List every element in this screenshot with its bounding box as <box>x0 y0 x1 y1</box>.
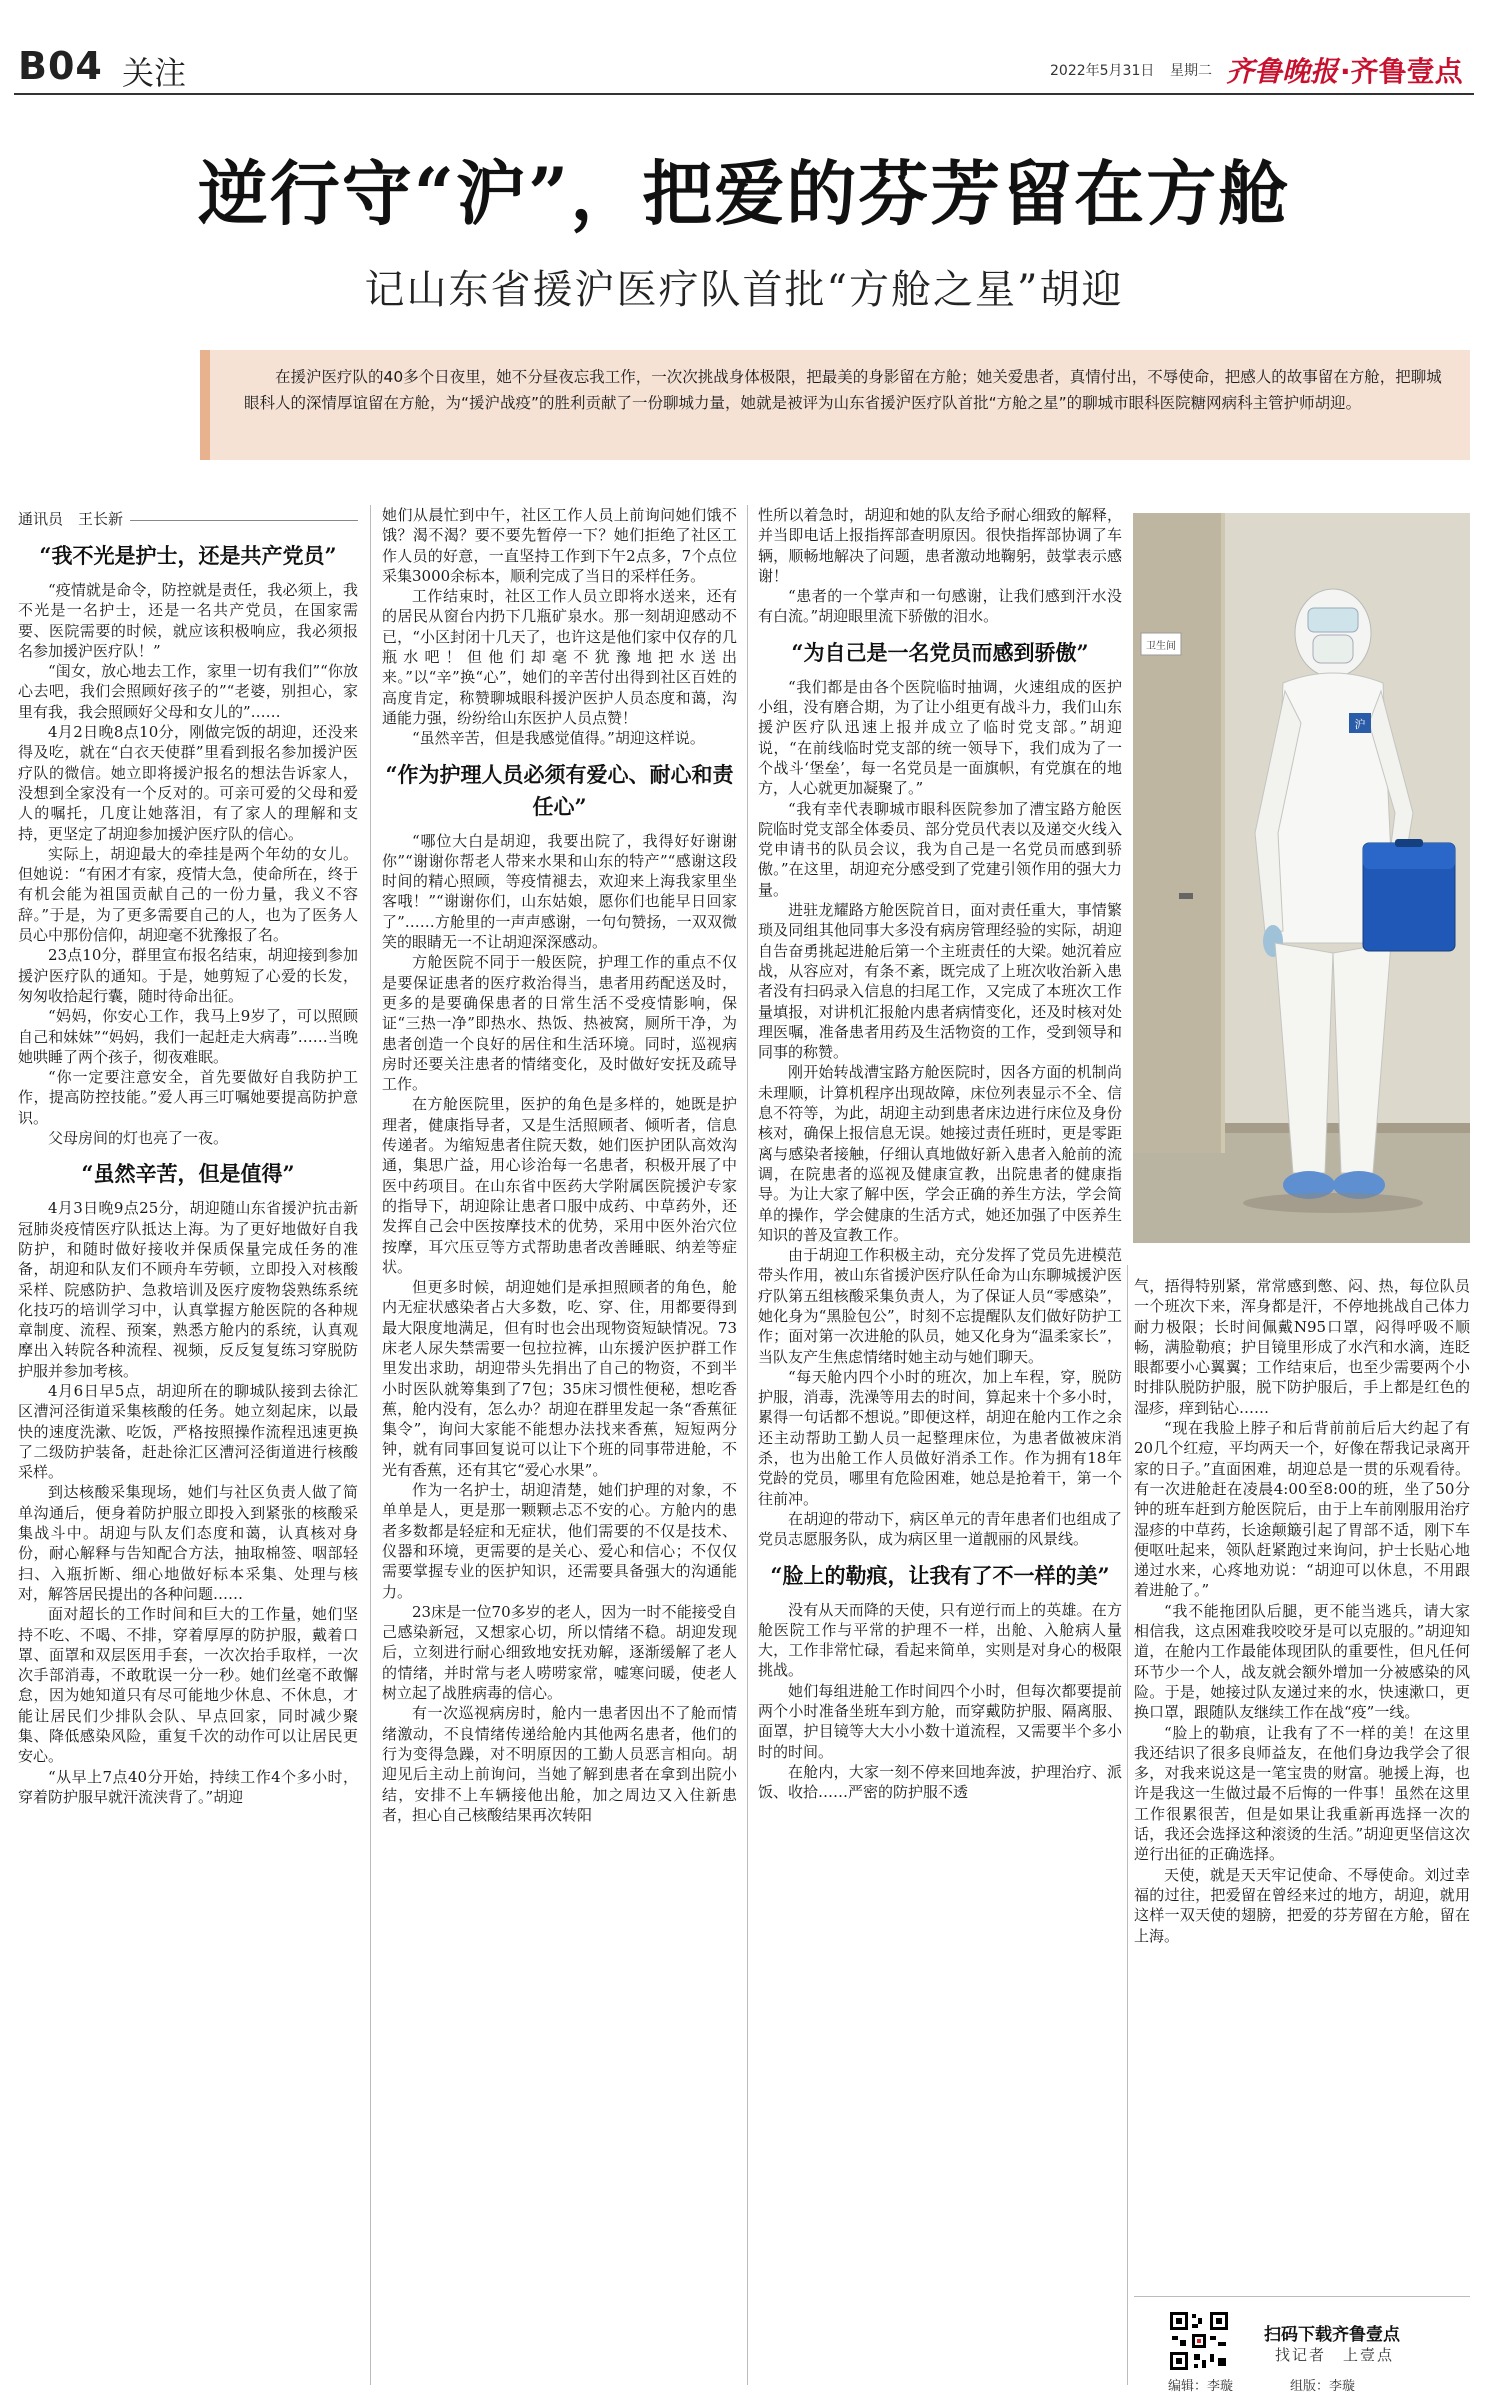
section-heading: “脸上的勒痕，让我有了不一样的美” <box>770 1562 1110 1588</box>
paragraph: 气，捂得特别紧，常常感到憋、闷、热，每位队员一个班次下来，浑身都是汗，不停地挑战自己体力耐力极限；长时间佩戴N95口罩，闷得呼吸不顺畅，满脸勒痕；护目镜里形成了水汽和水滴，连眨眼都要小心翼翼；工作结束后，也至少需要两个小时排队脱防护服，脱下防护服后，手上都是红色的湿疹，痒到钻心…… <box>1134 1277 1470 1417</box>
qr-code-icon[interactable] <box>1168 2310 1230 2372</box>
byline-rule <box>130 520 358 521</box>
column-divider <box>1127 1265 1128 2385</box>
layout-credit: 组版：李璇 <box>1290 2379 1356 2394</box>
section-name: 关注 <box>122 54 187 92</box>
paragraph: 实际上，胡迎最大的牵挂是两个年幼的女儿。但她说：“有困才有家，疫情大急，使命所在，终于有机会能为祖国贡献自己的一份力量，我义不容辞。”于是，为了更多需要自己的人，也为了医务人员心中那份信仰，胡迎毫不犹豫报了名。 <box>18 844 358 945</box>
paragraph: 工作结束时，社区工作人员立即将水送来，还有的居民从窗台内扔下几瓶矿泉水。那一刻胡迎感动不已，“小区封闭十几天了，也许这是他们家中仅存的几瓶水吧！但他们却毫不犹豫地把水送出来。”以“辛”换“心”，她们的辛苦付出得到社区百姓的高度肯定，称赞聊城眼科援沪医护人员态度和蔼，沟通能力强，纷纷给山东医护人员点赞！ <box>382 587 737 727</box>
paragraph: 在舱内，大家一刻不停来回地奔波，护理治疗、派饭、收拾……严密的防护服不透 <box>758 1762 1122 1802</box>
paragraph: “从早上7点40分开始，持续工作4个多小时，穿着防护服早就汗流浃背了。”胡迎 <box>18 1767 358 1806</box>
paragraph: 她们每组进舱工作时间四个小时，但每次都要提前两个小时准备坐班车到方舱，而穿戴防护服、隔离服、面罩，护目镜等大大小小数十道流程，又需要半个多小时的时间。 <box>758 1681 1122 1761</box>
paragraph: 4月3日晚9点25分，胡迎随山东省援沪抗击新冠肺炎疫情医疗队抵达上海。为了更好地做好自我防护，和随时做好接收并保质保量完成任务的准备，胡迎和队友们不顾舟车劳顿，立即投入对核酸采样、院感防护、急救培训及医疗废物袋熟练系统化技巧的培训学习中，认真掌握方舱医院的各种规章制度、流程、预案，熟悉方舱内的系统，认真观摩出入转院各种流程、视频，反反复复练习穿脱防护服并参加考核。 <box>18 1199 358 1380</box>
paragraph: “闺女，放心地去工作，家里一切有我们”“你放心去吧，我们会照顾好孩子的”“老婆，别担心，家里有我，我会照顾好父母和女儿的”…… <box>18 662 358 721</box>
issue-date: 2022年5月31日 <box>1050 63 1155 79</box>
subheadline: 记山东省援沪医疗队首批“方舱之星”胡迎 <box>364 267 1124 313</box>
lead-box <box>200 350 1470 460</box>
paragraph: “现在我脸上脖子和后背前前后后大约起了有20几个红痘，平均两天一个，好像在帮我记录离开家的日子。”直面困难，胡迎总是一贯的乐观看待。有一次进舱赶在凌晨4:00至8:00的班，坐了50分钟的班车赶到方舱医院后，由于上车前刚服用治疗湿疹的中草药，长途颠簸引起了胃部不适，刚下车便呕吐起来，领队赶紧跑过来询问，护士长贴心地递过水来，心疼地劝说：“胡迎可以休息，不用跟着进舱了。” <box>1134 1419 1470 1600</box>
qr-caption-subtitle: 找记者 上壹点 <box>1275 2346 1395 2364</box>
paragraph: “疫情就是命令，防控就是责任，我必须上，我不光是一名护士，还是一名共产党员，在国家需要、医院需要的时候，就应该积极响应，我必须报名参加援沪医疗队！” <box>18 581 358 660</box>
footer-rule <box>1134 2296 1470 2297</box>
door-sign: 卫生间 <box>1146 641 1176 652</box>
section-heading: “虽然辛苦，但是值得” <box>81 1161 295 1187</box>
brand-logo: 齐鲁晚报 <box>1226 55 1339 88</box>
column-divider <box>747 505 748 2385</box>
paragraph: “每天舱内四个小时的班次，加上车程，穿，脱防护服，消毒，洗澡等用去的时间，算起来十个多小时，累得一句话都不想说。”即便这样，胡迎在舱内工作之余还主动帮助工勤人员一起整理床位，为患者做被床消杀，也为出舱工作人员做好消杀工作。作为拥有18年党龄的党员，哪里有危险困难，她总是抢着干，第一个往前冲。 <box>758 1367 1122 1508</box>
paragraph: 刚开始转战漕宝路方舱医院时，因各方面的机制尚未理顺，计算机程序出现故障，床位列表显示不全、信息不符等，为此，胡迎主动到患者床边进行床位及身份核对，确保上报信息无误。她接过责任班时，更是零距离与感染者接触，仔细认真地做好新入患者入舱前的流调，在院患者的巡视及健康宣教，出院患者的健康指导。为让大家了解中医，学会正确的养生方法，学会简单的操作，学会健康的生活方式，她还加强了中医养生知识的普及宣教工作。 <box>758 1063 1122 1244</box>
paragraph: “我不能拖团队后腿，更不能当逃兵，请大家相信我，这点困难我咬咬牙是可以克服的。”胡迎知道，在舱内工作最能体现团队的重要性，但凡任何环节少一个人，战友就会额外增加一分被感染的风险。于是，她接过队友递过来的水，快速漱口，更换口罩，跟随队友继续工作在战“疫”一线。 <box>1134 1601 1470 1722</box>
paragraph: 进驻龙耀路方舱医院首日，面对责任重大，事情繁琐及同组其他同事大多没有病房管理经验的实际，胡迎自告奋勇挑起进舱后第一个主班责任的大梁。她沉着应战，从容应对，有条不紊，既完成了上班次收治新入患者没有扫码录入信息的扫尾工作，又完成了本班次工作量填报，对讲机汇报舱内患者病情变化，还及时核对处理医嘱，准备患者用药及生活物资的工作，受到领导和同事的称赞。 <box>758 901 1122 1062</box>
paragraph: 23床是一位70多岁的老人，因为一时不能接受自己感染新冠，又想家心切，所以情绪不稳。胡迎发现后，立刻进行耐心细致地安抚劝解，逐渐缓解了老人的情绪，并时常与老人唠唠家常，嘘寒问暖，使老人树立起了战胜病毒的信心。 <box>382 1602 737 1703</box>
paragraph: “脸上的勒痕，让我有了不一样的美！在这里我还结识了很多良师益友，在他们身边我学会了很多，对我来说这是一笔宝贵的财富。驰援上海，也许是我这一生做过最不后悔的一件事！虽然在这里工作很累很苦，但是如果让我重新再选择一次的话，我还会选择这种滚烫的生活。”胡迎更坚信这次逆行出征的正确选择。 <box>1134 1723 1470 1864</box>
paragraph: “你一定要注意安全，首先要做好自我防护工作，提高防控技能。”爱人再三叮嘱她要提高防护意识。 <box>18 1068 358 1127</box>
article-column-3 <box>758 505 1122 2385</box>
article-column-1 <box>18 540 358 2385</box>
paragraph: “哪位大白是胡迎，我要出院了，我得好好谢谢你”“谢谢你帮老人带来水果和山东的特产”“感谢这段时间的精心照顾，等疫情褪去，欢迎来上海我家里坐客哦！”“谢谢你们，山东姑娘，愿你们也能早日回家了”……方舱里的一声声感谢，一句句赞扬，一双双微笑的眼睛无一不让胡迎深深感动。 <box>382 831 737 952</box>
brand-logo-app: ·齐鲁壹点 <box>1340 55 1463 88</box>
paragraph: 性所以着急时，胡迎和她的队友给予耐心细致的解释，并当即电话上报指挥部查明原因。很快指挥部协调了车辆，顺畅地解决了问题，患者激动地鞠躬，鼓掌表示感谢！ <box>758 506 1122 585</box>
article-column-2 <box>382 505 737 2385</box>
paragraph: “我们都是由各个医院临时抽调，火速组成的医护小组，没有磨合期，为了让小组更有战斗力，我们山东援沪医疗队迅速上报并成立了临时党支部。”胡迎说，“在前线临时党支部的统一领导下，我们成为了一个战斗‘堡垒’，每一名党员是一面旗帜，有党旗在的地方，人心就更加凝聚了。” <box>758 677 1122 798</box>
paragraph: 没有从天而降的天使，只有逆行而上的英雄。在方舱医院工作与平常的护理不一样，出舱、入舱病人量大，工作非常忙碌，看起来简单，实则是对身心的极限挑战。 <box>758 1600 1122 1680</box>
paragraph: 在方舱医院里，医护的角色是多样的，她既是护理者，健康指导者，又是生活照顾者、倾听者，信息传递者。为缩短患者住院天数，她们医护团队高效沟通，集思广益，用心诊治每一名患者，积极开展了中医中药项目。在山东省中医药大学附属医院援沪专家的指导下，胡迎除让患者口服中成药、中草药外，还发挥自己会中医按摩技术的优势，采用中医外治穴位按摩，耳穴压豆等方式帮助患者改善睡眠、纳差等症状。 <box>382 1095 737 1276</box>
section-heading: “作为护理人员必须有爱心、耐心和责任心” <box>385 761 734 819</box>
paragraph: 她们从晨忙到中午，社区工作人员上前询问她们饿不饿？渴不渴？要不要先暂停一下？她们拒绝了社区工作人员的好意，一直坚持工作到下午2点多，7个点位采集3000余标本，顺利完成了当日的采样任务。 <box>382 506 737 585</box>
paragraph: “虽然辛苦，但是我感觉值得。”胡迎这样说。 <box>412 729 705 748</box>
paragraph: 但更多时候，胡迎她们是承担照顾者的角色，舱内无症状感染者占大多数，吃、穿、住，用都要得到最大限度地满足，但有时也会出现物资短缺情况。73床老人尿失禁需要一包拉拉裤，山东援沪医护群工作里发出求助，胡迎带头先捐出了自己的物资，不到半小时医队就筹集到了7包；35床习惯性便秘，想吃香蕉，舱内没有，怎么办？胡迎在群里发起一条“香蕉征集令”，询问大家能不能想办法找来香蕉，短短两分钟，就有同事回复说可以让下个班的同事带进舱，不光有香蕉，还有其它“爱心水果”。 <box>382 1278 737 1479</box>
byline: 通讯员 王长新 <box>18 510 124 528</box>
page-number: B04 <box>18 44 103 88</box>
paragraph: 方舱医院不同于一般医院，护理工作的重点不仅是要保证患者的医疗救治得当，患者用药配送及时，更多的是要确保患者的日常生活不受疫情影响，保证“三热一净”即热水、热饭、热被窝，厕所干净，为患者创造一个良好的居住和生活环境。同时，巡视病房时还要关注患者的情绪变化，及时做好安抚及疏导工作。 <box>382 953 737 1094</box>
paragraph: 有一次巡视病房时，舱内一患者因出不了舱而情绪激动，不良情绪传递给舱内其他两名患者，他们的行为变得急躁，对不明原因的工勤人员恶言相向。胡迎见后主动上前询问，当她了解到患者在拿到出院小结，安排不上车辆接他出舱，加之周边又入住新患者，担心自己核酸结果再次转阳 <box>382 1704 737 1824</box>
paragraph: 4月2日晚8点10分，刚做完饭的胡迎，还没来得及吃，就在“白衣天使群”里看到报名参加援沪医疗队的微信。她立即将援沪报名的想法告诉家人，没想到全家没有一个反对的。可亲可爱的父母和爱人的嘱托，几度让她落泪，有了家人的理解和支持，更坚定了胡迎参加援沪医疗队的信心。 <box>18 723 358 843</box>
paragraph: “妈妈，你安心工作，我马上9岁了，可以照顾自己和妹妹”“妈妈，我们一起赶走大病毒”……当晚她哄睡了两个孩子，彻夜难眠。 <box>18 1007 358 1066</box>
lead-text: 在援沪医疗队的40多个日夜里，她不分昼夜忘我工作，一次次挑战身体极限，把最美的身影留在方舱；她关爱患者，真情付出，不辱使命，把感人的故事留在方舱，把聊城眼科人的深情厚谊留在方舱，为“援沪战疫”的胜利贡献了一份聊城力量，她就是被评为山东省援沪医疗队首批“方舱之星”的聊城市眼科医院糖网病科主管护师胡迎。 <box>244 368 1442 412</box>
column-divider <box>370 505 371 2385</box>
editor-credit: 编辑：李璇 <box>1168 2379 1234 2394</box>
section-heading: “为自己是一名党员而感到骄傲” <box>791 639 1089 665</box>
paragraph: 作为一名护士，胡迎清楚，她们护理的对象，不单单是人，更是那一颗颗忐忑不安的心。方舱内的患者多数都是轻症和无症状，他们需要的不仅是技术、仪器和环境，更需要的是关心、爱心和信心；不仅仅需要掌握专业的医护知识，还需要具备强大的沟通能力。 <box>382 1481 737 1601</box>
paragraph: 天使，就是天天牢记使命、不辱使命。刘过幸福的过往，把爱留在曾经来过的地方，胡迎，就用这样一双天使的翅膀，把爱的芬芳留在方舱，留在上海。 <box>1134 1865 1470 1945</box>
paragraph: 面对超长的工作时间和巨大的工作量，她们坚持不吃、不喝、不排，穿着厚厚的防护服，戴着口罩、面罩和双层医用手套，一次次抬手取样，一次次手部消毒，不敢耽误一分一秒。她们丝毫不敢懈怠，因为她知道只有尽可能地少休息、不休息，才能让居民们少排队会队、早点回家，同时减少聚集、降低感染风险，重复千次的动作可以让居民更安心。 <box>18 1605 358 1766</box>
paragraph: 父母房间的灯也亮了一夜。 <box>48 1129 229 1148</box>
paragraph: 在胡迎的带动下，病区单元的青年患者们也组成了党员志愿服务队，成为病区里一道靓丽的风景线。 <box>758 1509 1122 1549</box>
issue-weekday: 星期二 <box>1170 63 1212 79</box>
article-photo <box>1133 513 1470 1243</box>
qr-caption-title: 扫码下载齐鲁壹点 <box>1264 2325 1400 2345</box>
paragraph: 到达核酸采集现场，她们与社区负责人做了简单沟通后，便身着防护服立即投入到紧张的核酸采集战斗中。胡迎与队友们态度和蔼，认真核对身份，耐心解释与告知配合方法，抽取棉签、咽部轻扫、入瓶折断、细心地做好标本采集、处理与核对，解答居民提出的各种问题…… <box>18 1483 358 1603</box>
nurse-photo-illustration <box>1133 513 1470 1243</box>
paragraph: 23点10分，群里宣布报名结束，胡迎接到参加援沪医疗队的通知。于是，她剪短了心爱的长发，匆匆收拾起行囊，随时待命出征。 <box>18 946 358 1005</box>
paragraph: “患者的一个掌声和一句感谢，让我们感到汗水没有白流。”胡迎眼里流下骄傲的泪水。 <box>758 587 1122 626</box>
suit-badge-text: 沪 <box>1354 718 1366 731</box>
headline: 逆行守“沪”，把爱的芬芳留在方舱 <box>197 152 1291 235</box>
paragraph: “我有幸代表聊城市眼科医院参加了漕宝路方舱医院临时党支部全体委员、部分党员代表以及递交火线入党申请书的队员会议，我为自己是一名党员而感到骄傲。”在这里，胡迎充分感受到了党建引领作用的强大力量。 <box>758 799 1122 899</box>
paragraph: 由于胡迎工作积极主动，充分发挥了党员先进模范带头作用，被山东省援沪医疗队任命为山东聊城援沪医疗队第五组核酸采集负责人，为了保证人员“零感染”，她化身为“黑脸包公”，时刻不忘提醒队友们做好防护工作；面对第一次进舱的队员，她又化身为“温柔家长”，当队友产生焦虑情绪时她主动与她们聊天。 <box>758 1246 1122 1366</box>
article-column-4 <box>1134 1276 1470 2286</box>
paragraph: 4月6日早5点，胡迎所在的聊城队接到去徐汇区漕河泾街道采集核酸的任务。她立刻起床，以最快的速度洗漱、吃饭，严格按照操作流程迅速更换了二级防护装备，赶赴徐汇区漕河泾街道进行核酸采样。 <box>18 1381 358 1482</box>
section-heading: “我不光是护士，还是共产党员” <box>39 543 337 568</box>
header-rule <box>14 93 1474 95</box>
